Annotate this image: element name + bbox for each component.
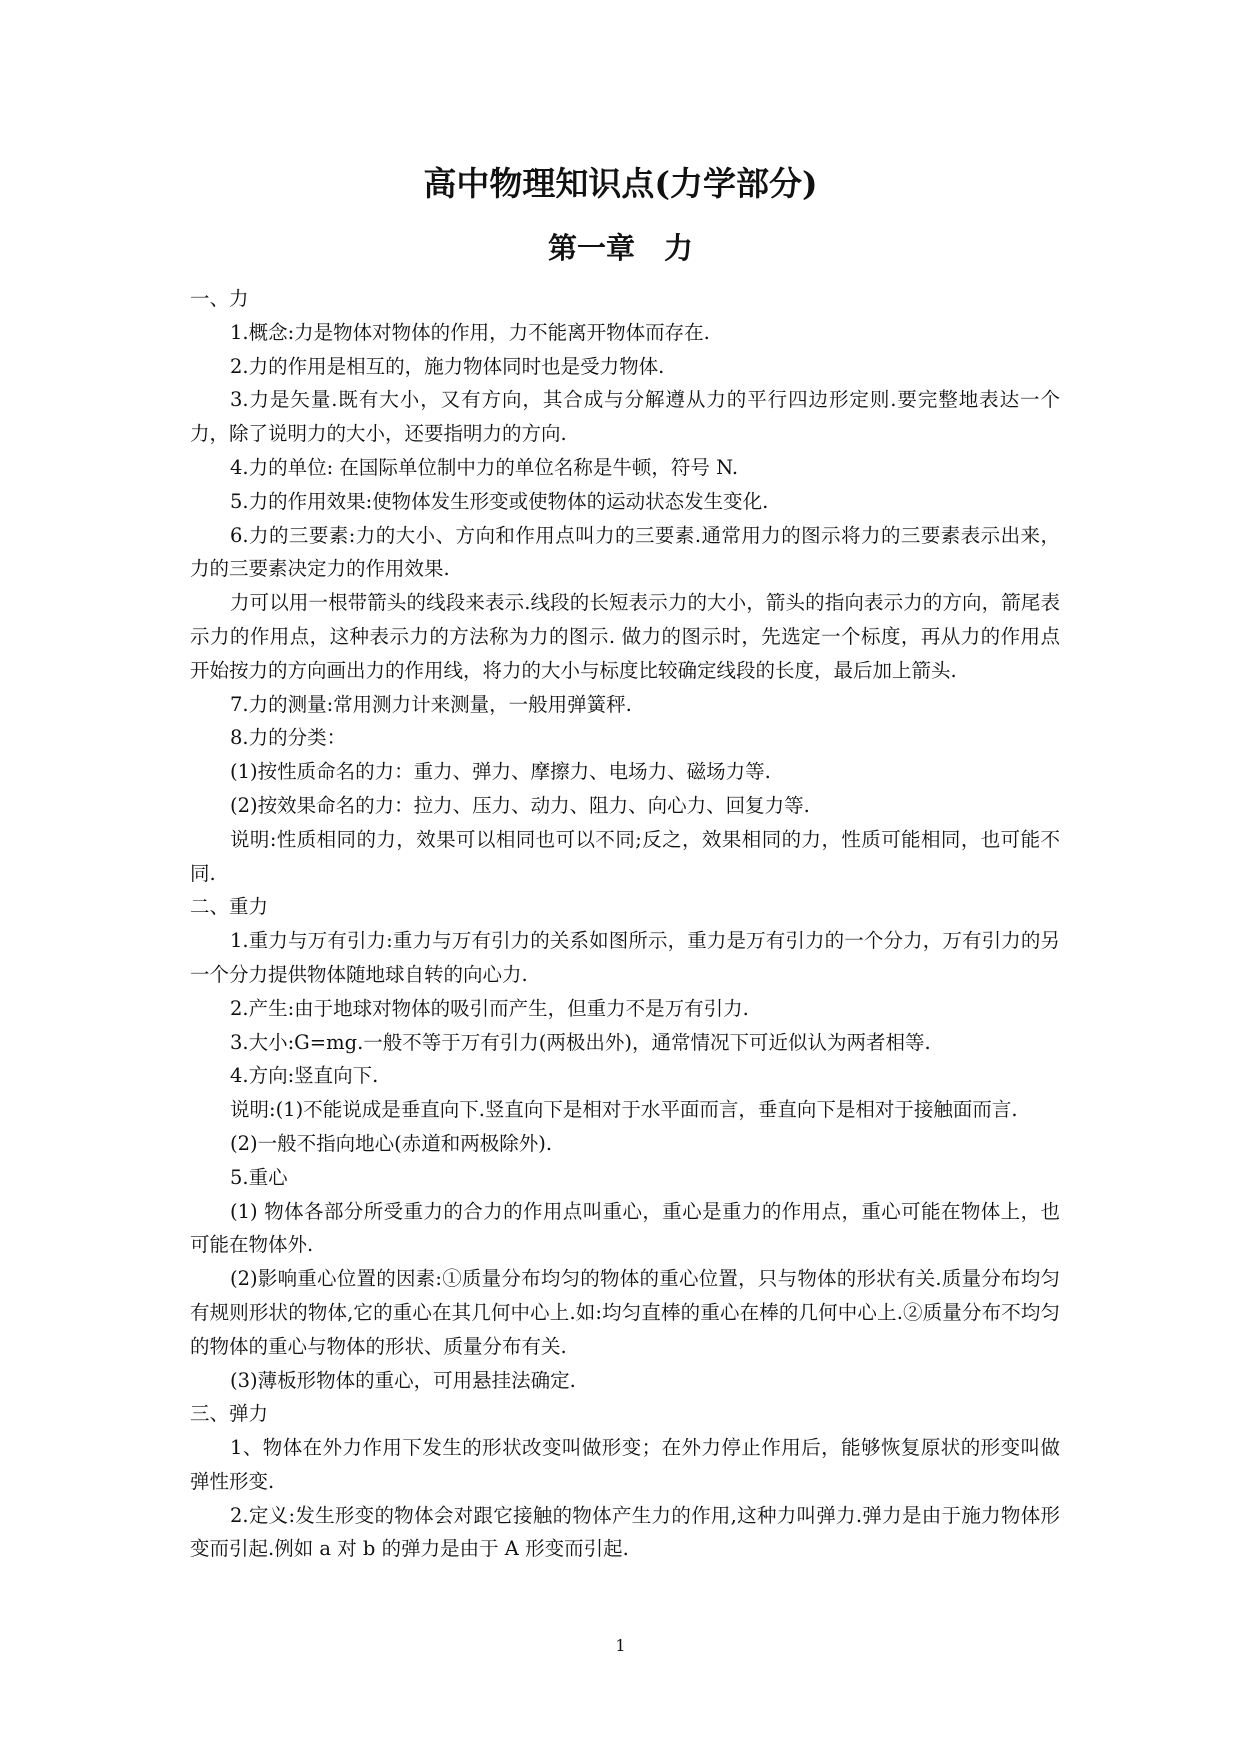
paragraph: 1、物体在外力作用下发生的形状改变叫做形变；在外力停止作用后，能够恢复原状的形变叫做弹性形变. bbox=[190, 1436, 1060, 1493]
paragraph: (2)按效果命名的力：拉力、压力、动力、阻力、向心力、回复力等. bbox=[230, 793, 810, 817]
paragraph: 4.力的单位: 在国际单位制中力的单位名称是牛顿，符号 N. bbox=[230, 455, 739, 479]
paragraph: 3.力是矢量.既有大小，又有方向，其合成与分解遵从力的平行四边形定则.要完整地表达一个力，除了说明力的大小，还要指明力的方向. bbox=[190, 388, 1060, 446]
paragraph: (2)一般不指向地心(赤道和两极除外). bbox=[230, 1131, 553, 1155]
chapter-heading: 第一章 力 bbox=[547, 231, 693, 265]
paragraph: 说明:(1)不能说成是垂直向下.竖直向下是相对于水平面而言，垂直向下是相对于接触面而言. bbox=[230, 1098, 1018, 1122]
paragraph: (3)薄板形物体的重心，可用悬挂法确定. bbox=[230, 1368, 576, 1392]
paragraph: 5.力的作用效果:使物体发生形变或使物体的运动状态发生变化. bbox=[230, 489, 769, 513]
paragraph: 5.重心 bbox=[230, 1165, 288, 1189]
paragraph: 3.大小:G=mg.一般不等于万有引力(两极出外)，通常情况下可近似认为两者相等. bbox=[230, 1030, 931, 1054]
page-number: 1 bbox=[615, 1636, 626, 1655]
paragraph: 1.重力与万有引力:重力与万有引力的关系如图所示，重力是万有引力的一个分力，万有引力的另一个分力提供物体随地球自转的向心力. bbox=[190, 929, 1060, 986]
paragraph: 2.产生:由于地球对物体的吸引而产生，但重力不是万有引力. bbox=[230, 996, 749, 1020]
paragraph: (1) 物体各部分所受重力的合力的作用点叫重心，重心是重力的作用点，重心可能在物体上，也可能在物体外. bbox=[190, 1199, 1060, 1257]
paragraph: 说明:性质相同的力，效果可以相同也可以不同;反之，效果相同的力，性质可能相同，也可能不同. bbox=[190, 827, 1060, 885]
paragraph: 4.方向:竖直向下. bbox=[230, 1064, 379, 1088]
paragraph: 力可以用一根带箭头的线段来表示.线段的长短表示力的大小，箭头的指向表示力的方向，箭尾表示力的作用点，这种表示力的方法称为力的图示. 做力的图示时，先选定一个标度，再从力的作用点开始按力的方向画出力的作用线，将力的大小与标度比较确定线段的长度，最后加上箭头. bbox=[190, 591, 1060, 682]
section-heading: 一、力 bbox=[190, 287, 249, 310]
paragraph: 7.力的测量:常用测力计来测量，一般用弹簧秤. bbox=[230, 692, 632, 716]
paragraph: 6.力的三要素:力的大小、方向和作用点叫力的三要素.通常用力的图示将力的三要素表示出来，力的三要素决定力的作用效果. bbox=[190, 523, 1060, 581]
paragraph: 2.力的作用是相互的，施力物体同时也是受力物体. bbox=[230, 354, 665, 378]
paragraph: (2)影响重心位置的因素:①质量分布均匀的物体的重心位置，只与物体的形状有关.质量分布均匀有规则形状的物体,它的重心在其几何中心上.如:均匀直棒的重心在棒的几何中心上.②质量分布不均匀的物体的重心与物体的形状、质量分布有关. bbox=[190, 1267, 1060, 1358]
section-heading: 二、重力 bbox=[190, 895, 269, 919]
paragraph: 2.定义:发生形变的物体会对跟它接触的物体产生力的作用,这种力叫弹力.弹力是由于施力物体形变而引起.例如 a 对 b 的弹力是由于 A 形变而引起. bbox=[190, 1503, 1060, 1561]
document-title: 高中物理知识点(力学部分) bbox=[423, 164, 818, 203]
paragraph: 1.概念:力是物体对物体的作用，力不能离开物体而存在. bbox=[230, 320, 710, 344]
document-body bbox=[190, 282, 1060, 1566]
paragraph: (1)按性质命名的力：重力、弹力、摩擦力、电场力、磁场力等. bbox=[230, 760, 771, 784]
paragraph: 8.力的分类： bbox=[230, 726, 347, 750]
section-heading: 三、弹力 bbox=[190, 1402, 269, 1426]
